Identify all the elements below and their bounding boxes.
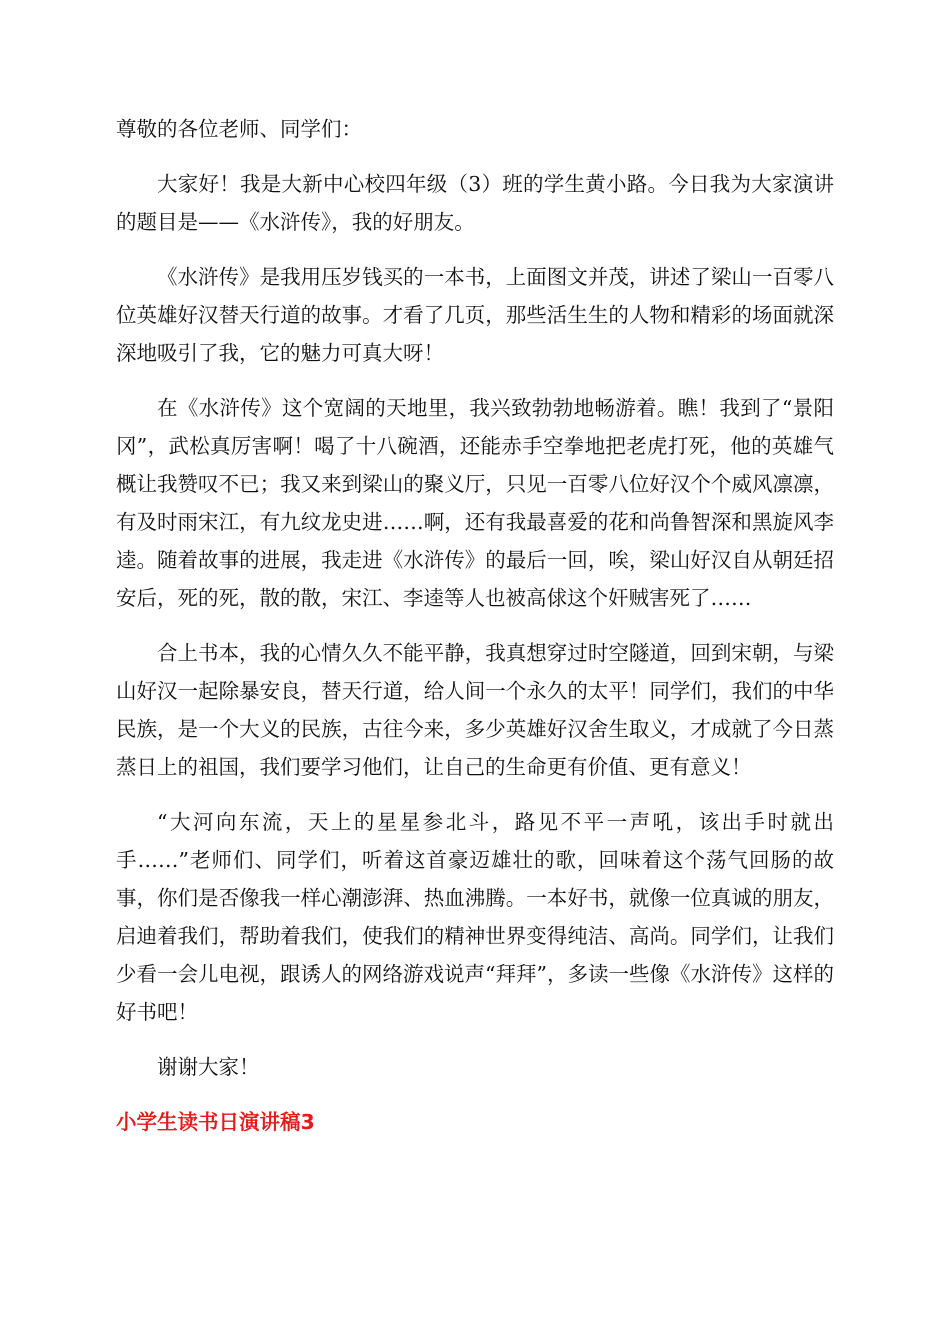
paragraph-story: 在《水浒传》这个宽阔的天地里，我兴致勃勃地畅游着。瞧！我到了“景阳冈”，武松真厉害啊！喝了十八碗酒，还能赤手空拳地把老虎打死，他的英雄气概让我赞叹不已；我又来到梁山的聚义厅，只见一百零八位好汉个个威风凛凛，有及时雨宋江，有九纹龙史进……啊，还有我最喜爱的花和尚鲁智深和黑旋风李逵。随着故事的进展，我走进《水浒传》的最后一回，唉，梁山好汉自从朝廷招安后，死的死，散的散，宋江、李逵等人也被高俅这个奸贼害死了……	[116, 396, 834, 610]
speech-content	[116, 110, 834, 1141]
section-heading: 小学生读书日演讲稿3	[116, 1110, 315, 1134]
paragraph-reflection: 合上书本，我的心情久久不能平静，我真想穿过时空隧道，回到宋朝，与梁山好汉一起除暴安良，替天行道，给人间一个永久的太平！同学们，我们的中华民族，是一个大义的民族，古往今来，多少英雄好汉舍生取义，才成就了今日蒸蒸日上的祖国，我们要学习他们，让自己的生命更有价值、更有意义！	[116, 641, 834, 779]
paragraph-book-intro: 《水浒传》是我用压岁钱买的一本书，上面图文并茂，讲述了梁山一百零八位英雄好汉替天行道的故事。才看了几页，那些活生生的人物和精彩的场面就深深地吸引了我，它的魅力可真大呀！	[116, 265, 834, 365]
salutation: 尊敬的各位老师、同学们：	[116, 117, 362, 141]
paragraph-conclusion: “大河向东流，天上的星星参北斗，路见不平一声吼，该出手时就出手……”老师们、同学们，听着这首豪迈雄壮的歌，回味着这个荡气回肠的故事，你们是否像我一样心潮澎湃、热血沸腾。一本好书，就像一位真诚的朋友，启迪着我们，帮助着我们，使我们的精神世界变得纯洁、高尚。同学们，让我们少看一会儿电视，跟诱人的网络游戏说声“拜拜”，多读一些像《水浒传》这样的好书吧！	[116, 810, 834, 1024]
closing-thanks: 谢谢大家！	[157, 1055, 260, 1079]
paragraph-greeting: 大家好！我是大新中心校四年级（3）班的学生黄小路。今日我为大家演讲的题目是——《水浒传》，我的好朋友。	[116, 172, 834, 234]
